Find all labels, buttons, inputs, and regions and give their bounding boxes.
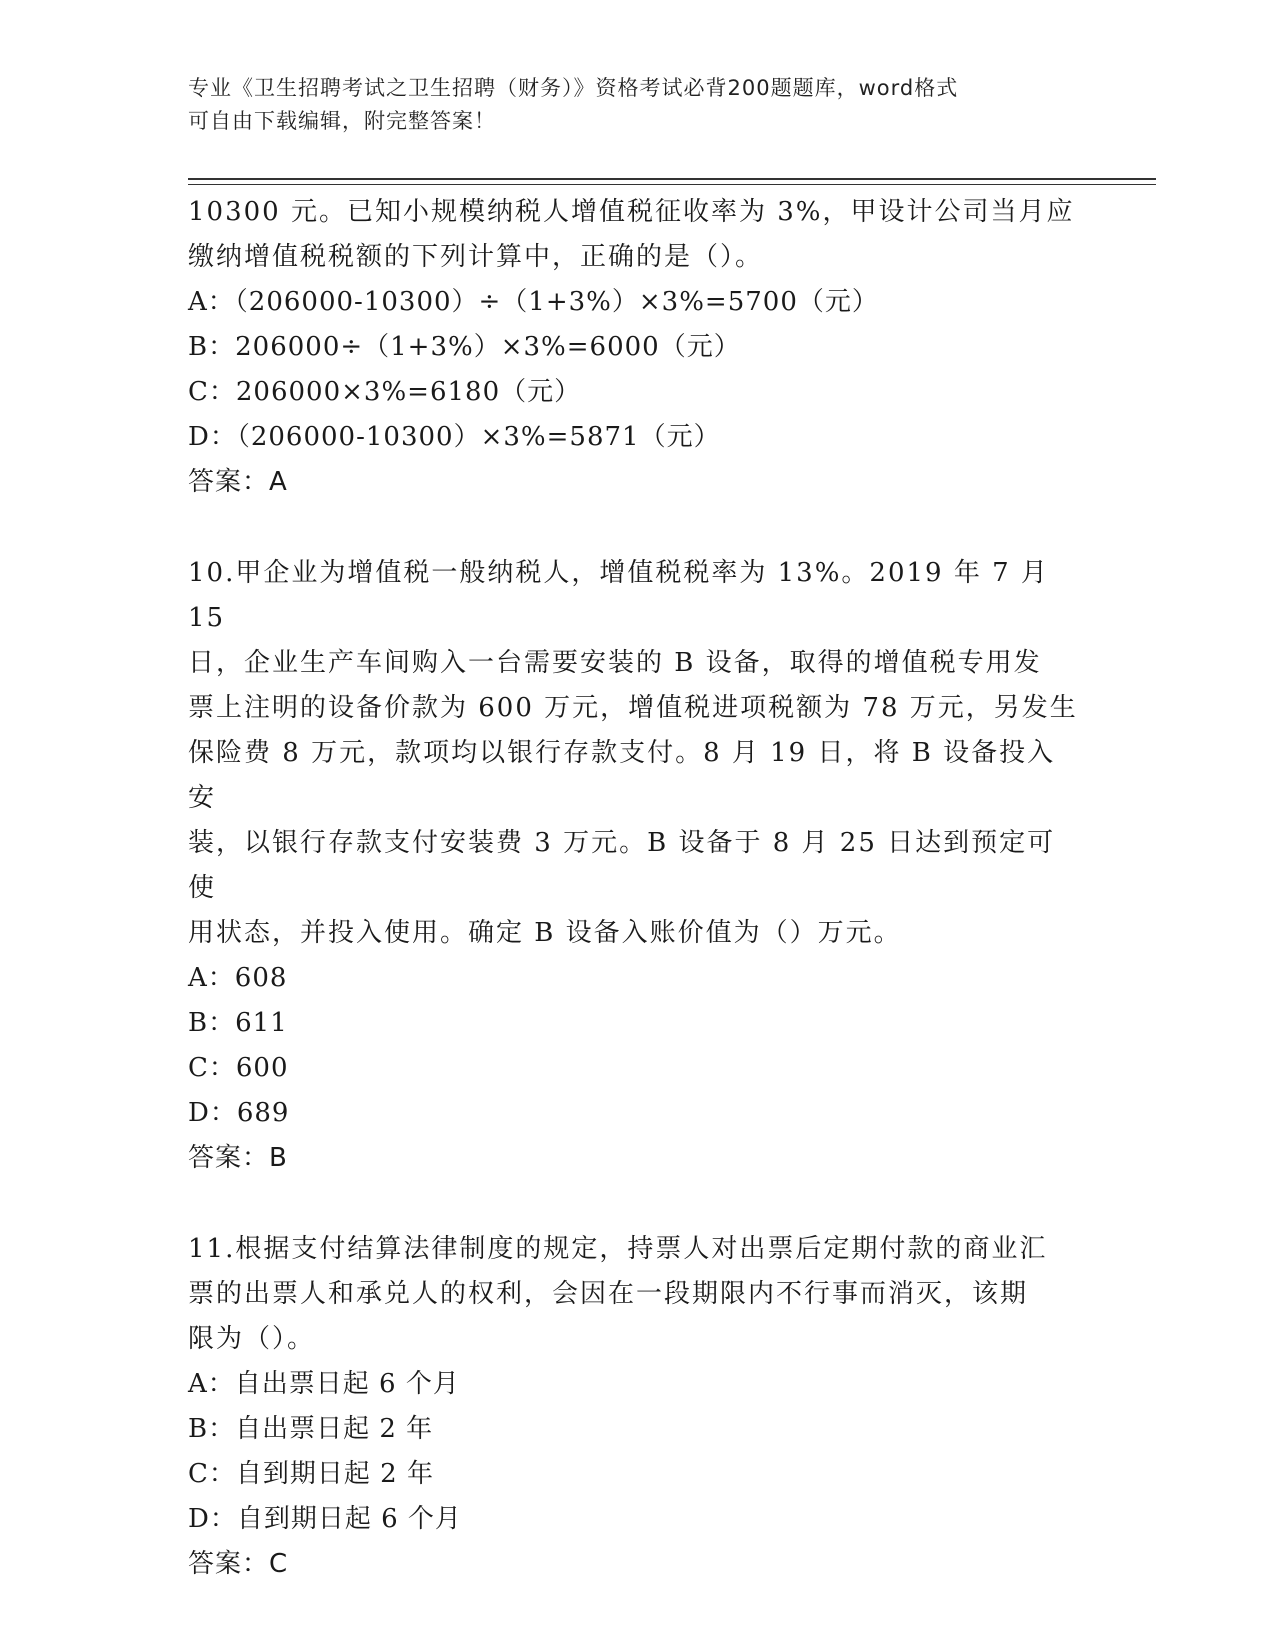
header-line-2: 可自由下载编辑，附完整答案！	[188, 109, 496, 133]
option-a: A：608	[188, 963, 288, 993]
option-b: B：自出票日起 2 年	[188, 1414, 434, 1444]
question-stem-line: 11.根据支付结算法律制度的规定，持票人对出票后定期付款的商业汇	[188, 1234, 1048, 1264]
option-c: C：600	[188, 1053, 289, 1083]
question-stem-line: 10.甲企业为增值税一般纳税人，增值税税率为 13%。2019 年 7 月 15	[188, 558, 1049, 633]
option-b: B：611	[188, 1008, 288, 1038]
question-stem-line: 日，企业生产车间购入一台需要安装的 B 设备，取得的增值税专用发	[188, 648, 1042, 678]
question-stem-line: 缴纳增值税税额的下列计算中，正确的是（）。	[188, 242, 764, 272]
header-divider-thin	[188, 184, 1156, 185]
questions-container	[188, 190, 1078, 1633]
option-d: D：自到期日起 6 个月	[188, 1504, 462, 1534]
question-stem-line: 票的出票人和承兑人的权利，会因在一段期限内不行事而消灭，该期	[188, 1279, 1029, 1309]
answer-line: 答案：B	[188, 1143, 288, 1173]
question-stem-line: 用状态，并投入使用。确定 B 设备入账价值为（）万元。	[188, 918, 902, 948]
option-d: D：（206000-10300）×3%=5871（元）	[188, 422, 721, 452]
option-a: A：自出票日起 6 个月	[188, 1369, 460, 1399]
question-block-10	[188, 551, 1078, 1181]
header-line-1: 专业《卫生招聘考试之卫生招聘（财务）》资格考试必背200题题库，word格式	[188, 76, 959, 100]
answer-line: 答案：C	[188, 1549, 289, 1579]
question-block-9	[188, 190, 1078, 505]
question-stem-line: 票上注明的设备价款为 600 万元，增值税进项税额为 78 万元，另发生	[188, 693, 1078, 723]
option-d: D：689	[188, 1098, 290, 1128]
option-c: C：自到期日起 2 年	[188, 1459, 434, 1489]
question-stem-line: 保险费 8 万元，款项均以银行存款支付。8 月 19 日，将 B 设备投入安	[188, 738, 1056, 813]
question-block-11	[188, 1227, 1078, 1587]
option-a: A：（206000-10300）÷（1+3%）×3%=5700（元）	[188, 287, 879, 317]
document-header	[188, 72, 1068, 138]
question-stem-line: 10300 元。已知小规模纳税人增值税征收率为 3%，甲设计公司当月应	[188, 197, 1075, 227]
question-stem-line: 限为（）。	[188, 1324, 316, 1354]
question-stem-line: 装，以银行存款支付安装费 3 万元。B 设备于 8 月 25 日达到预定可使	[188, 828, 1056, 903]
answer-line: 答案：A	[188, 467, 288, 497]
option-b: B：206000÷（1+3%）×3%=6000（元）	[188, 332, 741, 362]
header-divider-thick	[188, 178, 1156, 180]
option-c: C：206000×3%=6180（元）	[188, 377, 582, 407]
